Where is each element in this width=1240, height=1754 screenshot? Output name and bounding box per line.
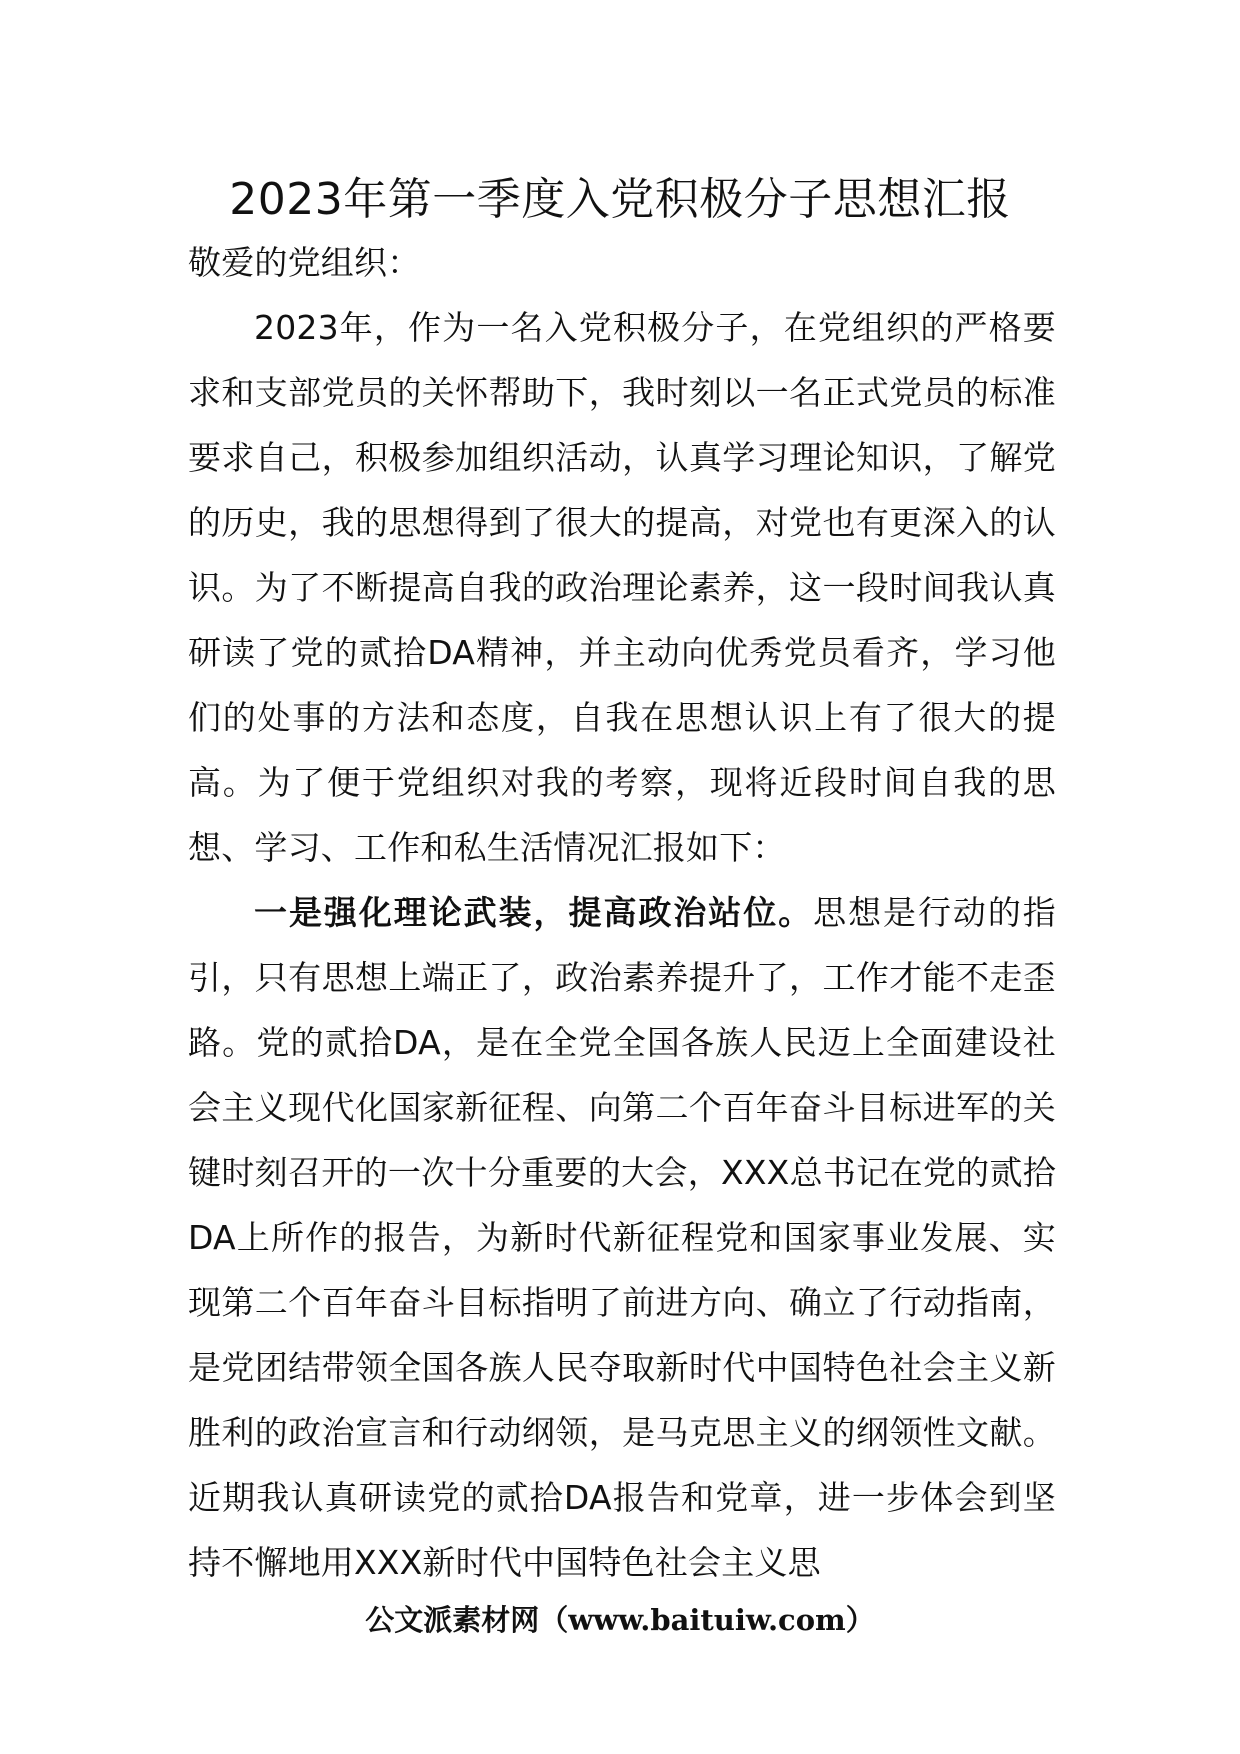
salutation: 敬爱的党组织：	[188, 243, 421, 282]
paragraph-2-body: 思想是行动的指引，只有思想上端正了，政治素养提升了，工作才能不走歪路。党的贰拾DA，是在全党全国各族人民迈上全面建设社会主义现代化国家新征程、向第二个百年奋斗目标进军的关键时刻召开的一次十分重要的大会，XXX总书记在党的贰拾DA上所作的报告，为新时代新征程党和国家事业发展、实现第二个百年奋斗目标指明了前进方向、确立了行动指南，是党团结带领全国各族人民夺取新时代中国特色社会主义新胜利的政治宣言和行动纲领，是马克思主义的纲领性文献。近期我认真研读党的贰拾DA报告和党章，进一步体会到坚持不懈地用XXX新时代中国特色社会主义思	[188, 893, 1056, 1582]
document-title: 2023年第一季度入党积极分子思想汇报	[229, 174, 1011, 225]
document-body	[188, 230, 1056, 1595]
paragraph-2	[188, 880, 1056, 1595]
paragraph-2-lead: 一是强化理论武装，提高政治站位。	[254, 893, 814, 932]
paragraph-1: 2023年，作为一名入党积极分子，在党组织的严格要求和支部党员的关怀帮助下，我时刻以一名正式党员的标准要求自己，积极参加组织活动，认真学习理论知识，了解党的历史，我的思想得到了很大的提高，对党也有更深入的认识。为了不断提高自我的政治理论素养，这一段时间我认真研读了党的贰拾DA精神，并主动向优秀党员看齐，学习他们的处事的方法和态度，自我在思想认识上有了很大的提高。为了便于党组织对我的考察，现将近段时间自我的思想、学习、工作和私生活情况汇报如下：	[188, 308, 1056, 867]
footer-watermark: 公文派素材网（www.baituiw.com）	[365, 1603, 875, 1637]
